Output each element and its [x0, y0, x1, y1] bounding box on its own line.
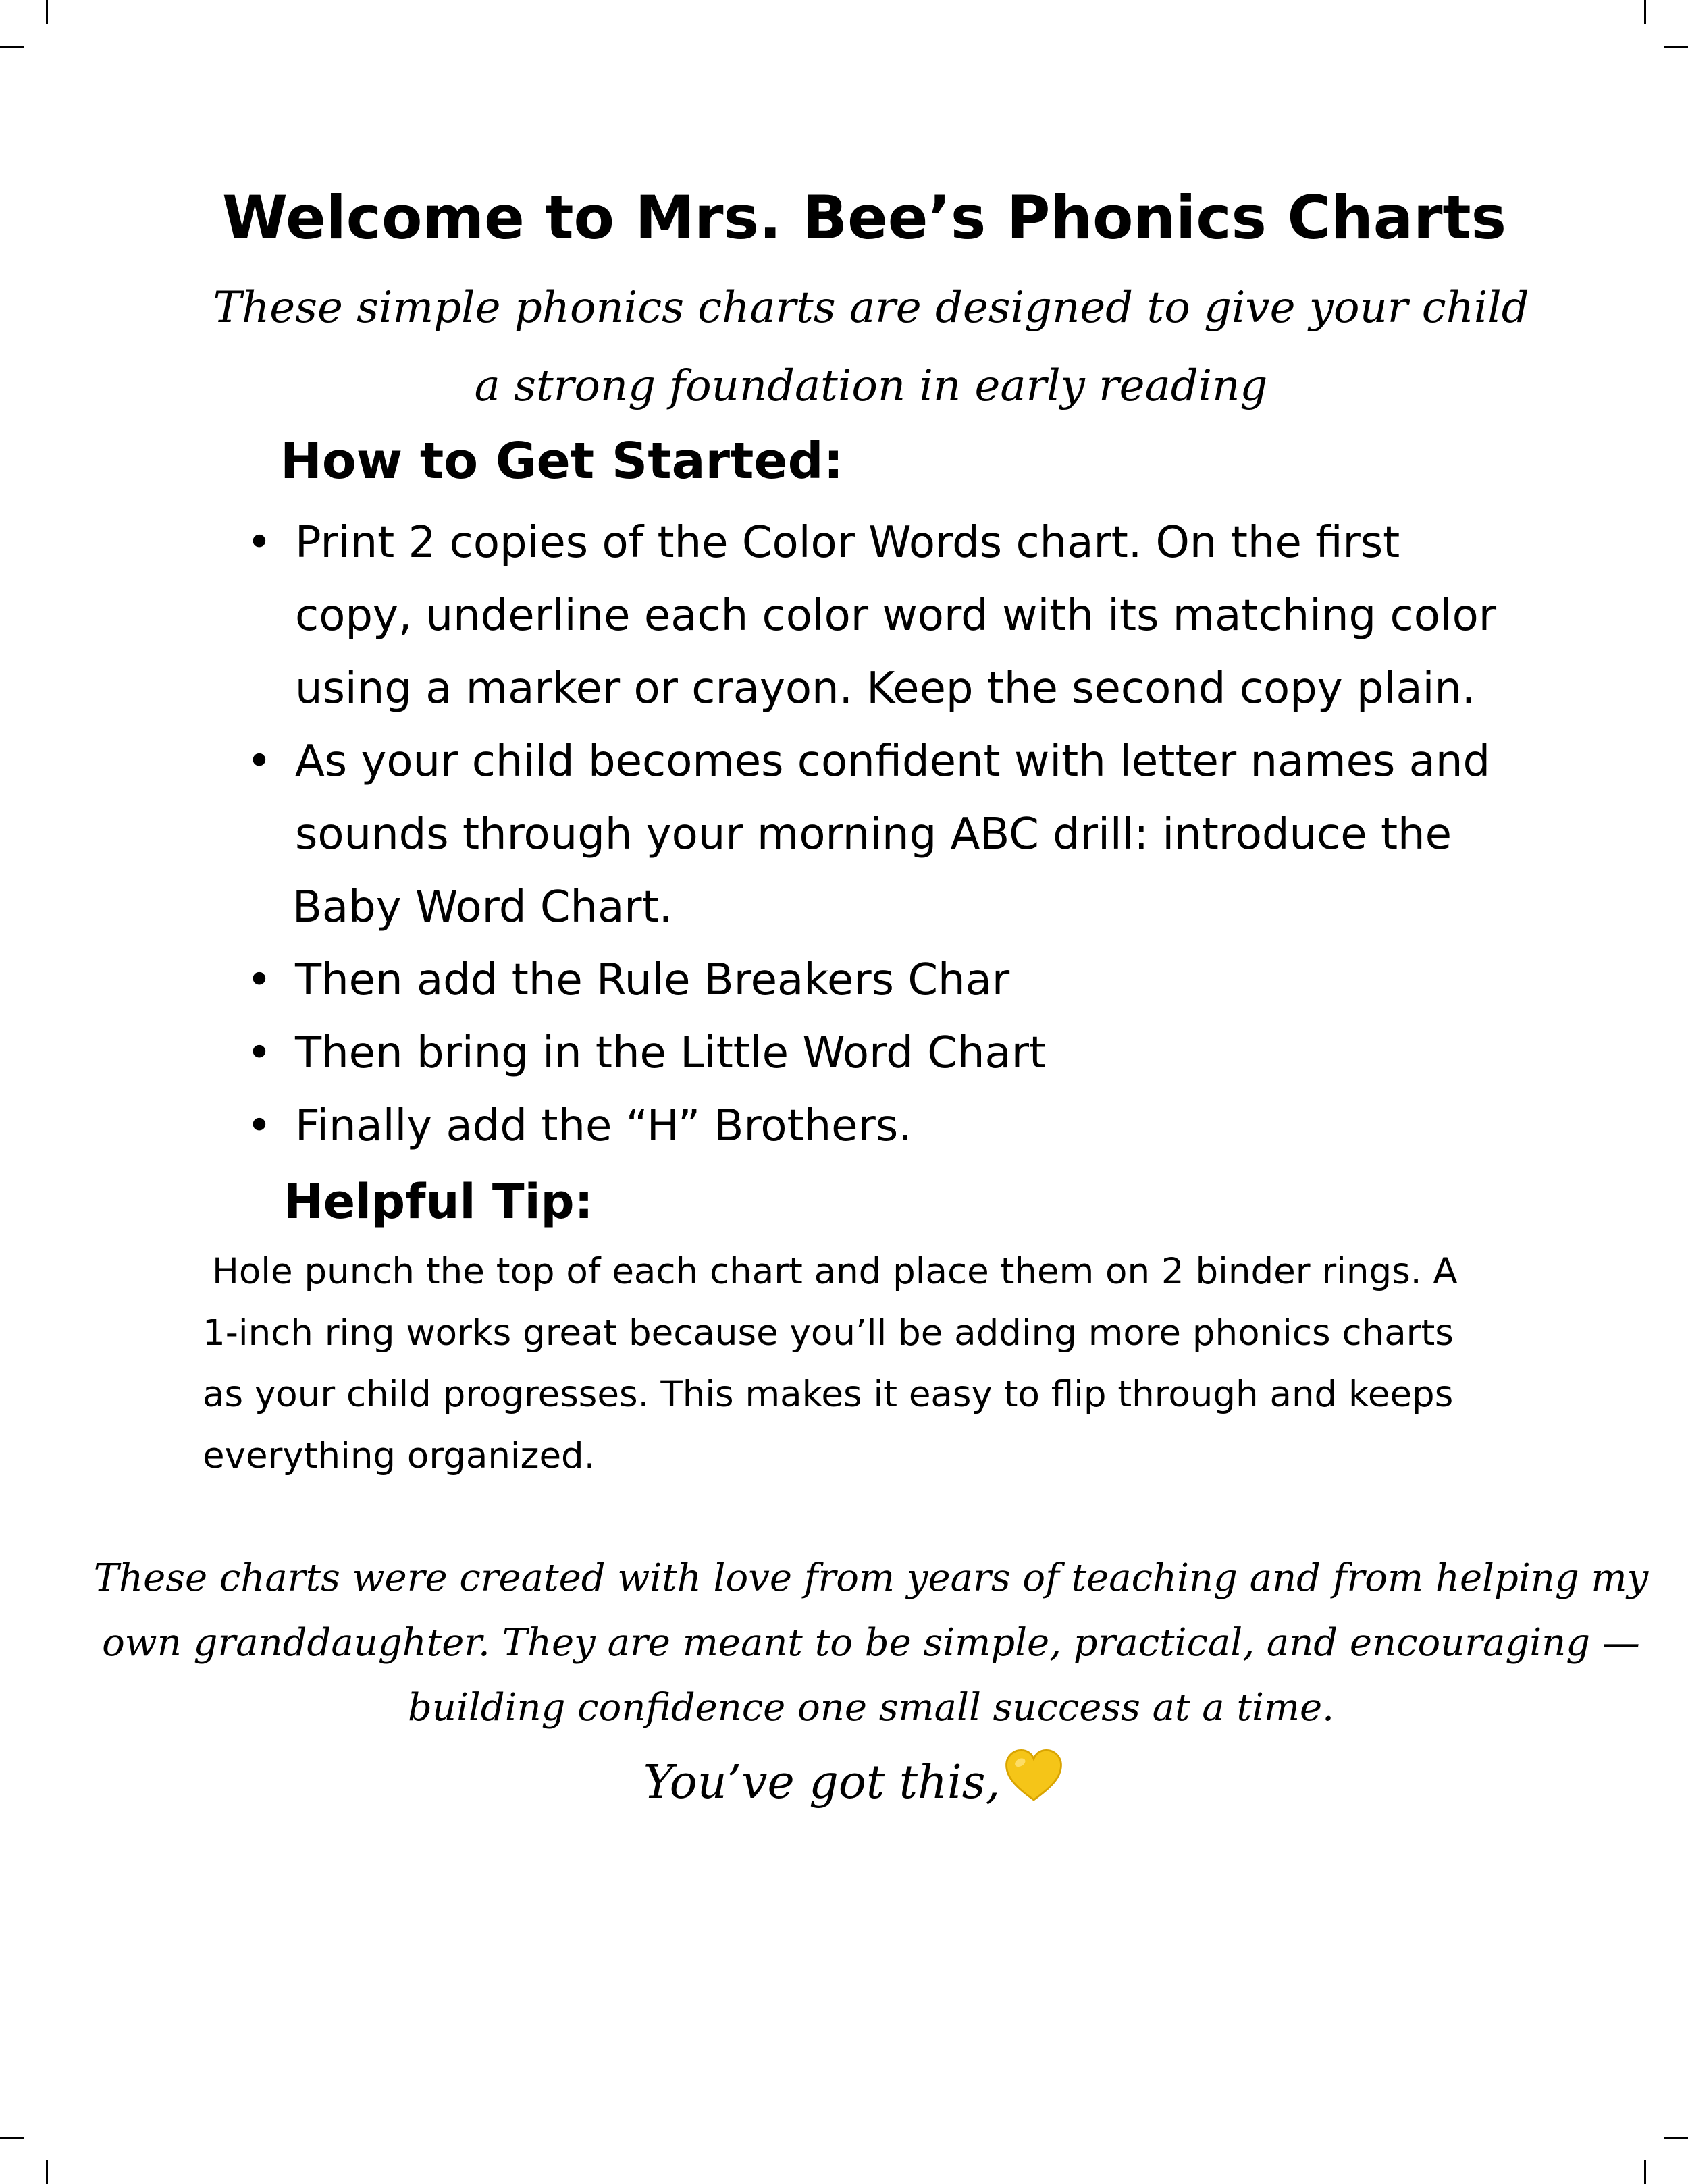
step-line: Baby Word Chart. — [292, 882, 673, 932]
bullet: • — [246, 955, 272, 1005]
crop-mark-top-left — [46, 0, 48, 24]
bullet: • — [246, 1101, 272, 1151]
subtitle — [0, 269, 1688, 425]
page-title: Welcome to Mrs. Bee’s Phonics Charts — [222, 183, 1506, 252]
crop-mark-bottom-right — [1644, 2160, 1646, 2184]
steps-list — [246, 506, 1617, 1163]
step-line: As your child becomes confident with letter names and — [295, 737, 1491, 787]
tip-line: 1-inch ring works great because you’ll be adding more phonics charts — [203, 1312, 1454, 1354]
crop-mark-bottom-right-h — [1664, 2137, 1688, 2139]
crop-mark-top-right — [1644, 0, 1646, 24]
crop-mark-top-right-h — [1664, 46, 1688, 48]
tip-line: everything organized. — [203, 1435, 596, 1476]
step-line: copy, underline each color word with its matching color — [295, 591, 1497, 641]
yellow-heart-icon — [1003, 1745, 1065, 1807]
subtitle-line: These simple phonics charts are designed to give your child — [213, 283, 1529, 333]
step-line: Then add the Rule Breakers Char — [295, 955, 1010, 1005]
step-line: sounds through your morning ABC drill: introduce the — [295, 809, 1452, 859]
step-line: Finally add the “H” Brothers. — [295, 1101, 912, 1151]
crop-mark-bottom-left-h — [0, 2137, 24, 2139]
signoff — [0, 1745, 1688, 1817]
bullet: • — [246, 518, 272, 568]
list-item — [246, 506, 1617, 725]
step-line: Then bring in the Little Word Chart — [295, 1028, 1047, 1078]
closing-line: These charts were created with love from years of teaching and from helping my — [93, 1556, 1649, 1600]
step-line: using a marker or crayon. Keep the second copy plain. — [295, 664, 1476, 714]
tip-line: as your child progresses. This makes it easy to flip through and keeps — [203, 1374, 1454, 1415]
signoff-text: You’ve got this, — [643, 1756, 1001, 1809]
helpful-tip-heading: Helpful Tip: — [284, 1174, 594, 1229]
list-item — [246, 1090, 1617, 1163]
list-item — [246, 944, 1617, 1017]
step-line: Print 2 copies of the Color Words chart. On the first — [295, 518, 1400, 568]
list-item — [246, 725, 1617, 944]
closing-line: own granddaughter. They are meant to be simple, practical, and encouraging — — [102, 1621, 1640, 1665]
list-item — [246, 1017, 1617, 1090]
closing-line: building confidence one small success at a time. — [408, 1686, 1334, 1730]
closing-note — [0, 1546, 1688, 1740]
helpful-tip-text — [203, 1241, 1526, 1487]
subtitle-line: a strong foundation in early reading — [474, 361, 1268, 411]
crop-mark-top-left-h — [0, 46, 24, 48]
tip-line: Hole punch the top of each chart and place them on 2 binder rings. A — [212, 1251, 1458, 1292]
crop-mark-bottom-left — [46, 2160, 48, 2184]
bullet: • — [246, 737, 272, 787]
bullet: • — [246, 1028, 272, 1078]
how-to-heading: How to Get Started: — [280, 432, 844, 490]
